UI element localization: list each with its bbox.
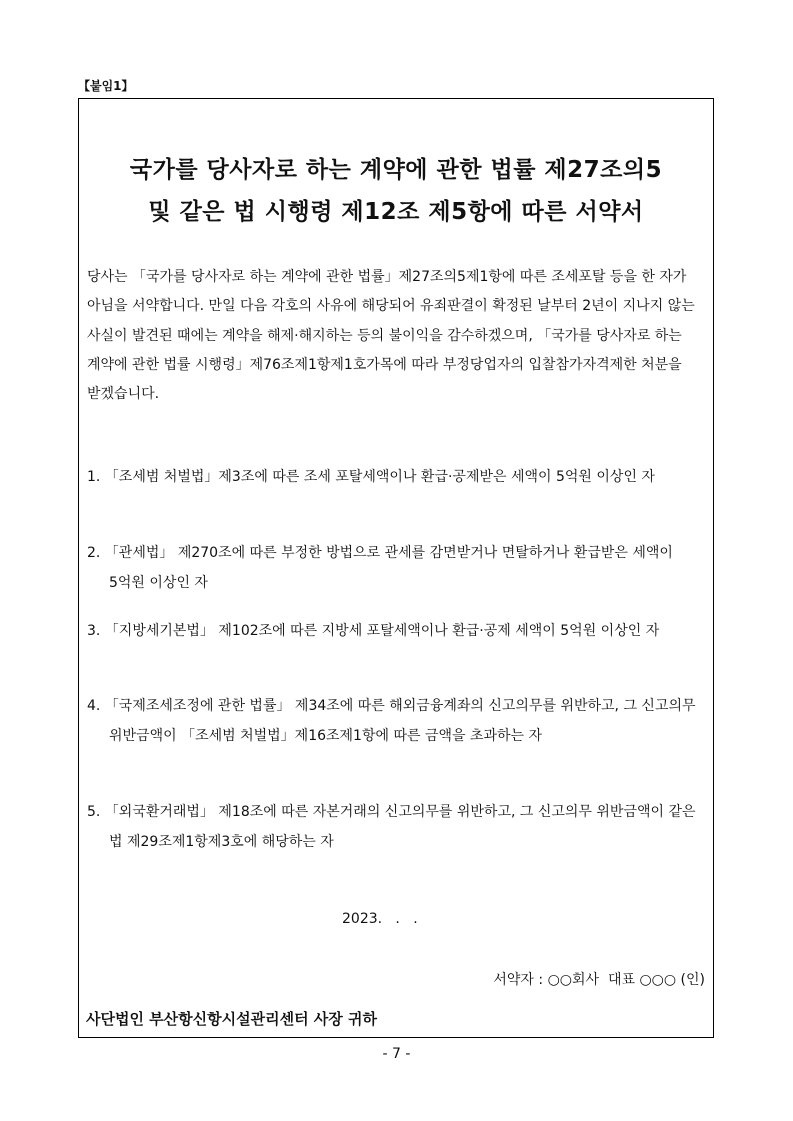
- page-number: - 7 -: [382, 1046, 411, 1062]
- pledge-item-5: 5. 「외국환거래법」 제18조에 따른 자본거래의 신고의무를 위반하고, 그 신고의무 위반금액이 같은 법 제29조제1항제3호에 해당하는 자: [87, 804, 696, 850]
- pledge-item-4: 4. 「국제조세조정에 관한 법률」 제34조에 따른 해외금융계좌의 신고의무를 위반하고, 그 신고의무 위반금액이 「조세범 처벌법」제16조제1항에 따른 금액을 초과하는 자: [87, 698, 696, 744]
- pledge-intro-paragraph: 당사는 「국가를 당사자로 하는 계약에 관한 법률」제27조의5제1항에 따른 조세포탈 등을 한 자가 아님을 서약합니다. 만일 다음 각호의 사유에 해당되어 유죄판결이 확정된 날부터 2년이 지나지 않는 사실이 발견된 때에는 계약을 해제·해지하는 등의 불이익을 감수하겠으며, 「국가를 당사자로 하는 계약에 관한 법률 시행령」제76조제1항제1호가목에 따라 부정당업자의 입찰참가자격제한 처분을 받겠습니다.: [87, 269, 695, 403]
- attachment-label: 【붙임1】: [78, 79, 134, 93]
- title-line-1: 국가를 당사자로 하는 계약에 관한 법률 제27조의5: [129, 157, 663, 183]
- pledge-title: [79, 149, 713, 233]
- pledge-signer: 서약자 : ○○회사 대표 ○○○ (인): [493, 972, 705, 988]
- pledge-item-3: 3. 「지방세기본법」 제102조에 따른 지방세 포탈세액이나 환급·공제 세액이 5억원 이상인 자: [87, 623, 660, 639]
- pledge-date: 2023. . .: [342, 911, 418, 927]
- pledge-recipient: 사단법인 부산항신항시설관리센터 사장 귀하: [86, 1010, 377, 1028]
- pledge-item-1: 1. 「조세범 처벌법」제3조에 따른 조세 포탈세액이나 환급·공제받은 세액이 5억원 이상인 자: [87, 469, 655, 485]
- pledge-item-2: 2. 「관세법」 제270조에 따른 부정한 방법으로 관세를 감면받거나 면탈하거나 환급받은 세액이 5억원 이상인 자: [87, 545, 673, 591]
- pledge-form-frame: [78, 98, 714, 1038]
- title-line-2: 및 같은 법 시행령 제12조 제5항에 따른 서약서: [148, 199, 644, 225]
